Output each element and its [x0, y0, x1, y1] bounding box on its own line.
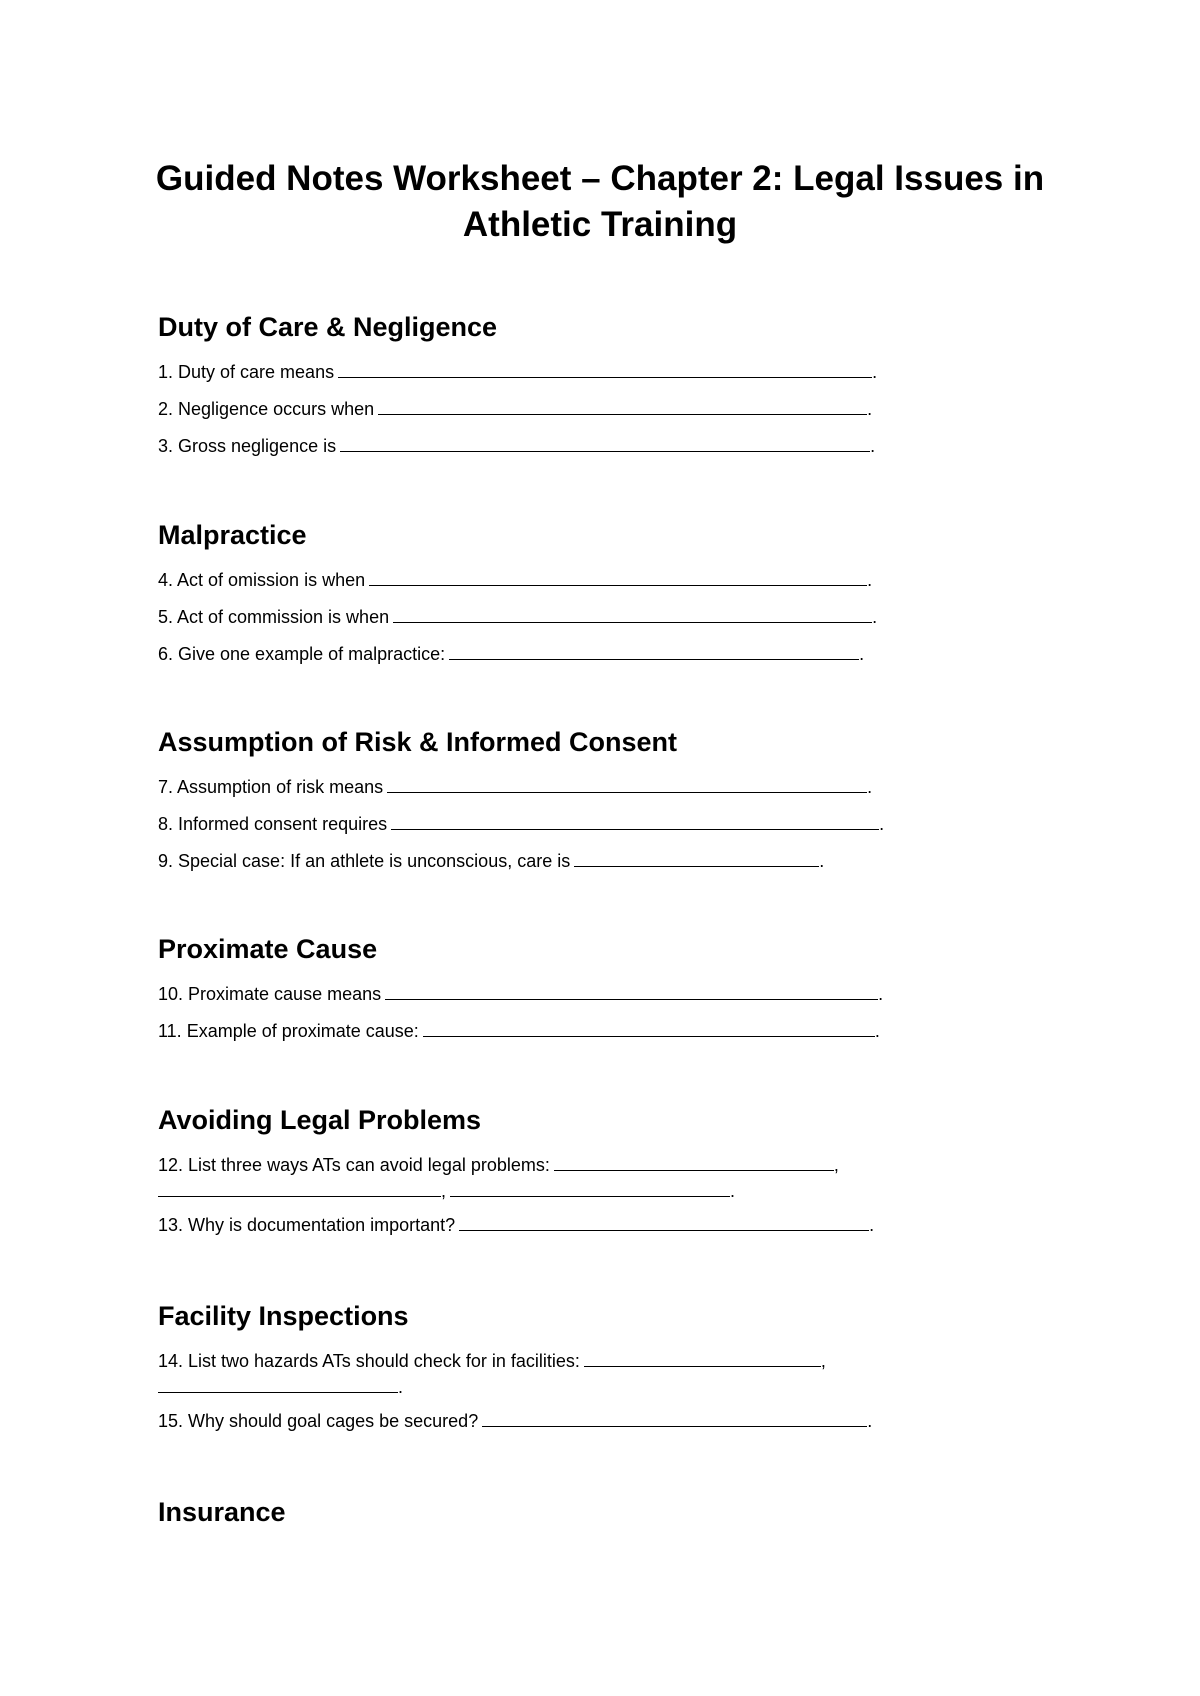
answer-blank[interactable]: [340, 435, 870, 452]
answer-blank[interactable]: [387, 776, 867, 793]
question-prompt: 11. Example of proximate cause:: [158, 1021, 419, 1041]
answer-blank[interactable]: [378, 398, 867, 415]
section-heading-facility-inspections: Facility Inspections: [158, 1301, 409, 1331]
question-15: 15. Why should goal cages be secured? .: [158, 1411, 873, 1431]
question-prompt: 14. List two hazards ATs should check for in facilities:: [158, 1351, 580, 1371]
question-8: 8. Informed consent requires .: [158, 814, 885, 834]
answer-blank-2[interactable]: [158, 1376, 398, 1393]
question-11: 11. Example of proximate cause: .: [158, 1021, 880, 1041]
question-14-continued: .: [158, 1376, 403, 1398]
question-prompt: 6. Give one example of malpractice:: [158, 644, 446, 664]
section-heading-proximate-cause: Proximate Cause: [158, 934, 378, 964]
answer-blank-1[interactable]: [554, 1154, 834, 1171]
question-12: 12. List three ways ATs can avoid legal problems: ,: [158, 1155, 839, 1175]
question-prompt: 7. Assumption of risk means: [158, 777, 384, 797]
answer-blank[interactable]: [338, 361, 872, 378]
question-2: 2. Negligence occurs when .: [158, 399, 873, 419]
section-heading-avoiding-legal-problems: Avoiding Legal Problems: [158, 1105, 482, 1135]
section-heading-malpractice: Malpractice: [158, 520, 307, 550]
answer-blank-3[interactable]: [450, 1180, 730, 1197]
question-prompt: 8. Informed consent requires: [158, 814, 388, 834]
question-9: 9. Special case: If an athlete is unconscious, care is .: [158, 851, 825, 871]
answer-blank[interactable]: [391, 813, 879, 830]
section-heading-duty-of-care: Duty of Care & Negligence: [158, 312, 498, 342]
answer-blank[interactable]: [369, 569, 867, 586]
question-13: 13. Why is documentation important? .: [158, 1215, 875, 1235]
question-prompt: 10. Proximate cause means: [158, 984, 382, 1004]
question-prompt: 13. Why is documentation important?: [158, 1215, 456, 1235]
question-3: 3. Gross negligence is .: [158, 436, 876, 456]
question-12-continued: , .: [158, 1180, 735, 1202]
question-prompt: 1. Duty of care means: [158, 362, 335, 382]
answer-blank[interactable]: [482, 1410, 867, 1427]
question-4: 4. Act of omission is when .: [158, 570, 873, 590]
question-prompt: 12. List three ways ATs can avoid legal problems:: [158, 1155, 550, 1175]
answer-blank[interactable]: [574, 850, 819, 867]
question-7: 7. Assumption of risk means .: [158, 777, 873, 797]
section-heading-assumption-of-risk: Assumption of Risk & Informed Consent: [158, 727, 678, 757]
answer-blank[interactable]: [393, 606, 872, 623]
question-prompt: 4. Act of omission is when: [158, 570, 366, 590]
answer-blank-2[interactable]: [158, 1180, 441, 1197]
question-14: 14. List two hazards ATs should check for in facilities: ,: [158, 1351, 826, 1371]
question-1: 1. Duty of care means .: [158, 362, 878, 382]
answer-blank[interactable]: [423, 1020, 875, 1037]
question-prompt: 9. Special case: If an athlete is unconscious, care is: [158, 851, 571, 871]
question-10: 10. Proximate cause means .: [158, 984, 884, 1004]
answer-blank[interactable]: [459, 1214, 869, 1231]
worksheet-title: Guided Notes Worksheet – Chapter 2: Legal Issues in Athletic Training: [155, 159, 1045, 244]
answer-blank[interactable]: [449, 643, 859, 660]
question-prompt: 3. Gross negligence is: [158, 436, 337, 456]
section-heading-insurance: Insurance: [158, 1497, 286, 1527]
question-prompt: 2. Negligence occurs when: [158, 399, 375, 419]
question-prompt: 15. Why should goal cages be secured?: [158, 1411, 479, 1431]
answer-blank-1[interactable]: [584, 1350, 821, 1367]
question-6: 6. Give one example of malpractice: .: [158, 644, 865, 664]
question-5: 5. Act of commission is when .: [158, 607, 878, 627]
answer-blank[interactable]: [385, 983, 878, 1000]
question-prompt: 5. Act of commission is when: [158, 607, 390, 627]
